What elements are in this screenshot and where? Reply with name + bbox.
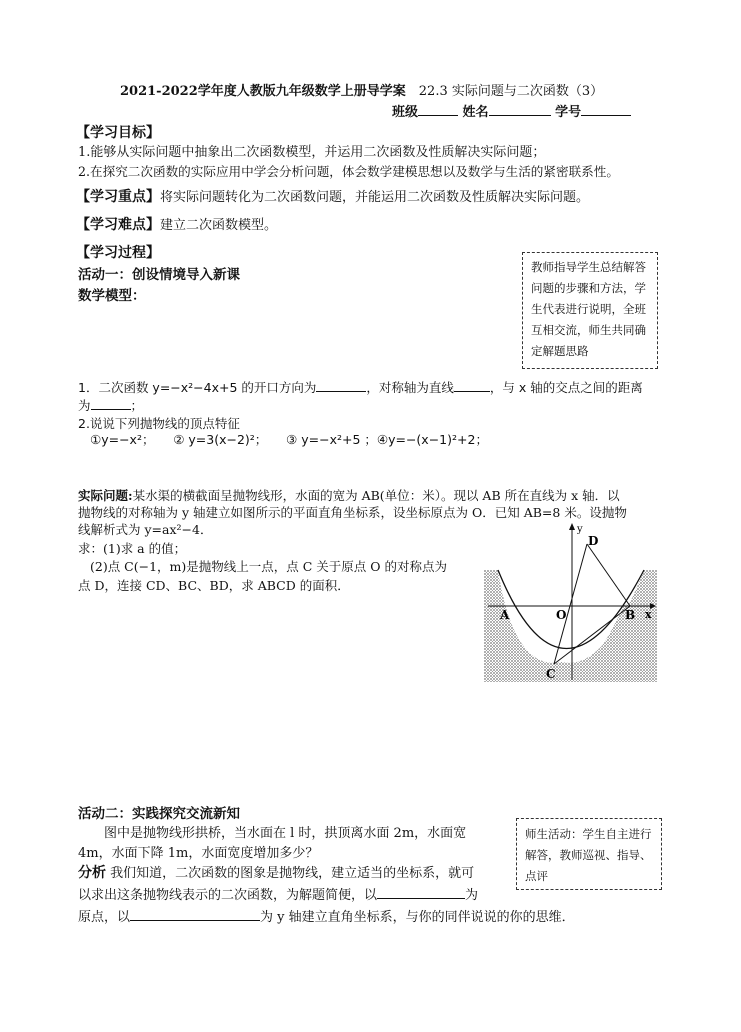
practical-text-1: 某水渠的横截面呈抛物线形，水面的宽为 AB(单位：米）。现以 AB 所在直线为 x 轴．以 [132, 488, 620, 503]
analysis-text-2a: 以求出这条抛物线表示的二次函数，为解题简便，以 [78, 888, 378, 903]
practical-ask-3: 点 D，连接 CD、BC、BD，求 ABCD 的面积． [78, 578, 350, 593]
practical-ask-2: (2)点 C(−1，m)是抛物线上一点，点 C 关于原点 O 的对称点为 [90, 559, 447, 574]
objective-2: 2.在探究二次函数的实际应用中学会分析问题，体会数学建模思想以及数学与生活的紧密联系性。 [78, 164, 619, 179]
question-1 [78, 378, 643, 396]
q1-text-c: ，与 x 轴的交点之间的距离 [489, 380, 643, 395]
objective-1: 1.能够从实际问题中抽象出二次函数模型，并运用二次函数及性质解决实际问题； [78, 145, 546, 160]
class-blank[interactable] [418, 104, 458, 116]
analysis-label: 分析 [78, 865, 106, 881]
number-blank[interactable] [581, 104, 631, 116]
name-label: 姓名 [462, 105, 489, 120]
q1-text-d: 为 [78, 398, 91, 413]
q1-blank-1[interactable] [316, 380, 366, 392]
class-label: 班级 [392, 105, 419, 120]
analysis-text-3b: 为 y 轴建立直角坐标系，与你的同伴说说的你的思维． [260, 910, 575, 925]
title-main: 2021-2022学年度人教版九年级数学上册导学案 [120, 84, 406, 99]
label-o: O [556, 608, 567, 622]
activity1-heading: 活动一：创设情境导入新课 [78, 267, 240, 283]
difficulty [76, 214, 277, 234]
student-info-line [392, 101, 631, 120]
activity2-line-2: 4m，水面下降 1m，水面宽度增加多少？ [78, 846, 319, 861]
practical-line-2: 抛物线的对称轴为 y 轴建立如图所示的平面直角坐标系，设坐标原点为 O．已知 AB=8 米。设抛物 [78, 505, 627, 520]
analysis-line-1 [78, 862, 474, 882]
key-point [76, 186, 589, 206]
difficulty-heading: 【学习难点】 [76, 217, 160, 233]
practical-label: 实际问题: [78, 488, 133, 503]
name-blank[interactable] [489, 104, 551, 116]
practical-line-3: 线解析式为 y=ax²−4． [78, 522, 213, 537]
label-d: D [588, 534, 599, 548]
analysis-text-3a: 原点，以 [78, 910, 131, 925]
q1-text-b: ，对称轴为直线 [366, 380, 454, 395]
page-title [120, 80, 603, 99]
number-label: 学号 [555, 105, 582, 120]
activity2-line-1: 图中是抛物线形拱桥，当水面在 l 时，拱顶离水面 2m，水面宽 [104, 826, 467, 841]
process-heading: 【学习过程】 [76, 245, 160, 261]
question-1-cont [78, 396, 143, 414]
practical-line-1 [78, 486, 620, 504]
practical-ask-1: 求：(1)求 a 的值； [78, 541, 187, 556]
model-label: 数学模型： [78, 288, 146, 304]
question-2: 2.说说下列抛物线的顶点特征 [78, 416, 240, 431]
y-axis-blank[interactable] [130, 909, 260, 921]
student-activity-box: 师生活动：学生自主进行解答，教师巡视、指导、点评 [516, 818, 662, 890]
q1-text-a: 1．二次函数 y=−x²−4x+5 的开口方向为 [78, 380, 317, 395]
q1-text-e: ； [130, 398, 144, 413]
key-point-text: 将实际问题转化为二次函数问题，并能运用二次函数及性质解决实际问题。 [160, 190, 590, 205]
label-b: B [625, 608, 636, 622]
label-y: y [577, 524, 583, 535]
difficulty-text: 建立二次函数模型。 [160, 218, 278, 233]
analysis-line-3 [78, 906, 575, 925]
parabola-figure [484, 522, 657, 684]
origin-blank[interactable] [377, 887, 465, 899]
question-2-items: ①y=−x²； ② y=3(x−2)²； ③ y=−x²+5 ；④y=−(x−1)²+2； [90, 432, 488, 447]
q1-blank-3[interactable] [91, 398, 131, 410]
title-sub: 22.3 实际问题与二次函数（3） [418, 84, 604, 99]
analysis-text-2b: 为 [465, 888, 479, 903]
analysis-text-1: 我们知道，二次函数的图象是抛物线，建立适当的坐标系，就可 [106, 866, 475, 881]
objectives-heading: 【学习目标】 [76, 125, 160, 141]
q1-blank-2[interactable] [454, 380, 490, 392]
label-c: C [546, 667, 556, 681]
teacher-note-box: 教师指导学生总结解答问题的步骤和方法，学生代表进行说明，全班互相交流，师生共同确定解题思路 [522, 252, 658, 369]
analysis-line-2 [78, 884, 478, 903]
label-x: x [645, 608, 652, 621]
activity2-heading: 活动二：实践探究交流新知 [78, 806, 240, 822]
label-a: A [500, 608, 510, 622]
key-point-heading: 【学习重点】 [76, 189, 160, 205]
